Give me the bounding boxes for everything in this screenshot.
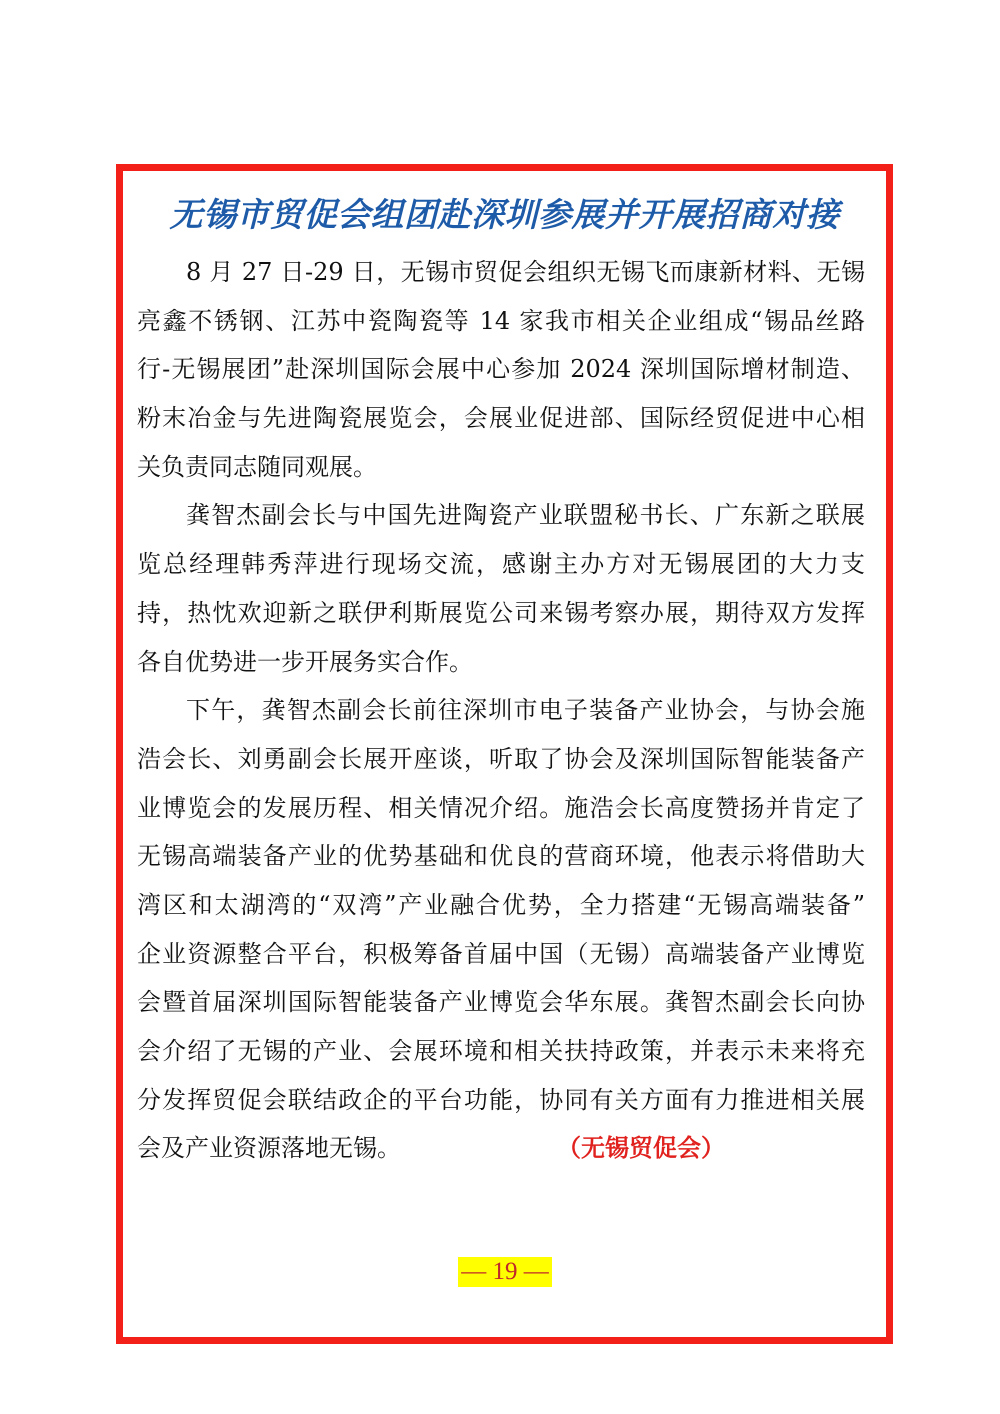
paragraph-1 [137,248,865,491]
paragraph-2 [137,491,865,686]
paragraph-line: 会暨首届深圳国际智能装备产业博览会华东展。龚智杰副会长向协 [137,988,865,1017]
paragraph-line: 8 月 27 日-29 日，无锡市贸促会组织无锡飞而康新材料、无锡 [186,258,865,286]
paragraph-line: 持，热忱欢迎新之联伊利斯展览公司来锡考察办展，期待双方发挥 [137,598,865,627]
paragraph-line: 亮鑫不锈钢、江苏中瓷陶瓷等 14 家我市相关企业组成“锡品丝路 [137,306,865,335]
paragraph-line: 行-无锡展团”赴深圳国际会展中心参加 2024 深圳国际增材制造、 [137,355,865,384]
paragraph-line: 关负责同志随同观展。 [137,452,377,481]
paragraph-3 [137,686,865,1173]
paragraph-line-text: 会及产业资源落地无锡。 [137,1134,401,1163]
paragraph-line: 龚智杰副会长与中国先进陶瓷产业联盟秘书长、广东新之联展 [186,501,865,530]
paragraph-line: 下午，龚智杰副会长前往深圳市电子装备产业协会，与协会施 [186,696,865,725]
paragraph-line: 各自优势进一步开展务实合作。 [137,647,473,676]
article-body [137,248,865,1173]
paragraph-line: 浩会长、刘勇副会长展开座谈，听取了协会及深圳国际智能装备产 [137,744,865,773]
paragraph-line: 无锡高端装备产业的优势基础和优良的营商环境，他表示将借助大 [137,842,865,871]
paragraph-line: 湾区和太湖湾的“双湾”产业融合优势，全力搭建“无锡高端装备” [137,890,865,919]
paragraph-line: 会介绍了无锡的产业、会展环境和相关扶持政策，并表示未来将充 [137,1037,865,1065]
article-title: 无锡市贸促会组团赴深圳参展并开展招商对接 [169,195,840,234]
paragraph-line: 粉末冶金与先进陶瓷展览会，会展业促进部、国际经贸促进中心相 [137,404,865,433]
source-attribution: （无锡贸促会） [569,1133,725,1163]
paragraph-line: 企业资源整合平台，积极筹备首届中国（无锡）高端装备产业博览 [137,939,865,968]
page-number: — 19 — [458,1257,552,1287]
paragraph-line: 业博览会的发展历程、相关情况介绍。施浩会长高度赞扬并肯定了 [137,793,865,822]
paragraph-last-line [137,1124,865,1173]
paragraph-line: 分发挥贸促会联结政企的平台功能，协同有关方面有力推进相关展 [137,1085,865,1114]
paragraph-line: 览总经理韩秀萍进行现场交流，感谢主办方对无锡展团的大力支 [137,550,865,579]
